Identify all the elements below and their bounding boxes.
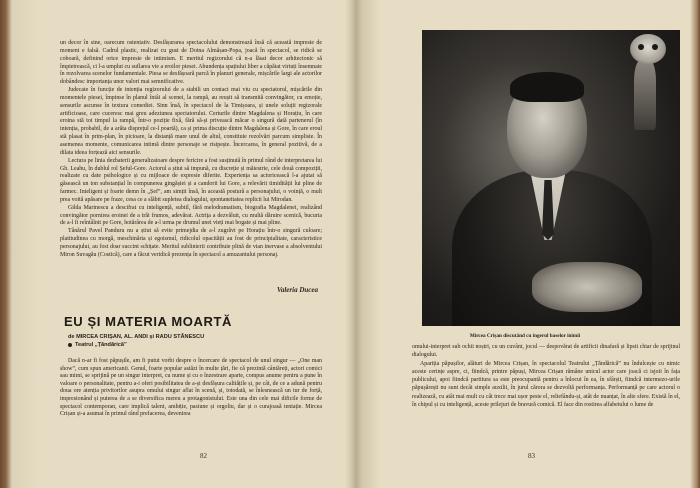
portrait-photo — [422, 30, 680, 326]
page-number: 83 — [528, 452, 535, 460]
article-continuation — [412, 343, 680, 409]
theatre-name: Teatrul „Țăndărică” — [75, 342, 127, 348]
bullet-icon — [68, 343, 72, 347]
review-paragraph: Lectura pe linia dezbaterii generalizatoare despre fericire a fost susținută în primul rând de interpretarea lui Gh. Leahu, în dublul rol Șeful-Gore. Actorul a știut să impună, cu discreție și măiestrie, cele două compoziții, realizate cu date psihologice și cu mijloace de expresie diferite. Experiența sa actoricească l-a ajutat să găsească un ton substanțial în compunerea gingășiei și a candorii lui Gore, a relevării timidității lui pline de farmec. Inteligent și foarte demn în „Șef”, am simțit însă, în această postură a personajului, o voință, o mult prea voită apăsare pe fraze, cesa ce a slăbit supletea dialogului, spontaneitatea replicii lui Mirodan. — [60, 157, 322, 203]
right-page — [360, 0, 690, 488]
page-number: 82 — [200, 452, 207, 460]
article-paragraph: omului-interpret sub ochii noștri, cu un cuvânt, jocul — despovărat de artificii dinafară și lipsit chiar de sprijinul dialogului. — [412, 344, 680, 359]
review-paragraph: Judecate în funcție de intenția regizorului de a stabili un contact mai viu cu spectatorul, mișcările din momentele piesei, împinse în planul întâi al scenei, la rampă, au reușit să transmită convingător, cu emoție, sensurile ascunse în textura comediei. Sinn însă, în spectacol de la Timișoara, și unele soluții regizorale artificioase, care cuceresc mai greu adeziunea spectatorului. Certurile dintre Magdalena și Horațiu, în care eroina stă tot timpul la rampă, într-o poziție fixă, fără să-și privească măcar o singură dată partenerul (în intenția, probabil, de a arăta disprețul ce-l poartă), ca și prima discuție dintre Magdalena și Gore, în care eroul stă plasat în prim-plan, în picioare, la distanță mare unul de altul, constituie rezolvări parcum simpliste. În asemenea momente, comunicarea intimă dintre personaje se risipește. Încercarea, în general pozitivă, de a dilata ideea forțează aici sensurile. — [60, 87, 322, 156]
article-paragraph: Apariția păpușilor, alături de Mircea Crișan, în spectacolul Teatrului „Țăndărică” nu îndulcește cu nimic aceste cerințe aspre, ci, fiindcă, printre păpuși, Mircea Crișan rămâne unicul actor care joacă ci isjoii în fața publicului, apoi fiindcă partitura sa este preocupantă pentru a înlocui în ea, în sfârșit, fiindcă intermezo-urile păpușărești nu sunt decât simple auxilii, în jurul cărora se dezvoltă performanța. Performanță pe care actorul o realizează, cu atât mai mult cu cât trece mai ușor peste el, reliefându-și, atât de nuanțat, în alte sfere. Există în el, în chipul și cu inteligență, aceste prilejuri de bravură comică. El face din rostirea alfabetului o lume de — [412, 360, 680, 409]
article-title: EU ȘI MATERIA MOARTĂ — [64, 314, 232, 329]
puppet-body — [634, 60, 656, 130]
review-paragraph: Tânărul Pavel Panduru nu a știut să evite primejdia de a-l zugrăvi pe Horațiu într-o singură culoare; platitudinea cu morgă, meschinăria și egoismul, ridicolul opacității au fost de principialitate, caracteristice personajului, au fost doar succint schițate. Meritul sublinierii contribuie plină de vian inervase a absolventului Miron Suvagău (Costică), care a făcut veridică prezența în spectacol a amuzantului personaj. — [60, 228, 322, 258]
photo-hands — [532, 262, 642, 312]
review-body — [60, 40, 322, 260]
article-credit: de MIRCEA CRIȘAN, AL. ANDI și RADU STĂNESCU — [68, 334, 205, 340]
review-paragraph: un decor în sine, oarecum ostentativ. Desfășurarea spectacolului demonstrează însă că această impresie de moment e falsă. Cadrul plastic, realizat cu gust de Doina Almășan-Popa, joacă în spectacol, se ridică se coboară, definind orice impresie de intimism. E meritul regizorului că n-a lăsat decor arhitectonic să împietrească, ci l-a umplut cu suflarea vie a eroilor piesei. Abundența spațiului liber a căpătat virtuți însemnate în rezolvarea scenelor fundamentale. Piesa se desfășoară parcă în planuri generale, mișcările largi ale actorilor dobândesc importanța unor valori mai semnificative. — [60, 40, 322, 86]
puppet-head — [630, 34, 666, 64]
left-page — [12, 0, 352, 488]
puppet-eye-icon — [638, 44, 644, 50]
theatre-line — [68, 342, 127, 348]
article-body: Dacă n-ar fi fost păpușile, am fi putut vorbi despre o încercare de spectacol de unul singur — „One man show”, cum spun americanii. Genul, foarte popular astăzi în multe țări, fie că prezintă cântăreți, actori comici sau mimi, se sprijină pe un singur interpret, cu nume și cu o înzestrare aparte, compus anume pentru a pune în valoare o personalitate, pentru a-i oferi posibilitatea de a-și desfășura calitățile și, pe cât, de ce a adună pentru doua ore atenția privitorilor asupra omului singur aflat în scenă, și, totodată, se înlesnească un tur de forță, impresionând și puterea de a se diversifica mereu a protagonistului. Este una din cele mai dificile forme de spectacol contemporan, care implică talent, ambiție, pasiune și orgoliu, dar și o curajoasă tentație. Mircea Crișan și-a asumat în primul rând prefacerea, devenirea — [60, 358, 322, 418]
photo-caption: Mircea Crișan discutând cu ingerul baselor inimii — [469, 333, 581, 339]
photo-hair — [510, 72, 584, 102]
review-signature: Valeria Ducea — [276, 286, 318, 294]
review-paragraph: Gilda Marinescu a descifrat cu inteligență, subtil, fără melodramatism, biografia Magdalenei, realizând convingător pornirea eroinei de a trăi frumos, adevărat. Actrița a dezvăluit, cu multă dăruire scenică, bucuria de a-l fi reîntâlnit pe Gore, hotărârea de a-l urma pe drumul unei vieți mai bogate și mai pline. — [60, 204, 322, 227]
puppet-eye-icon — [652, 44, 658, 50]
